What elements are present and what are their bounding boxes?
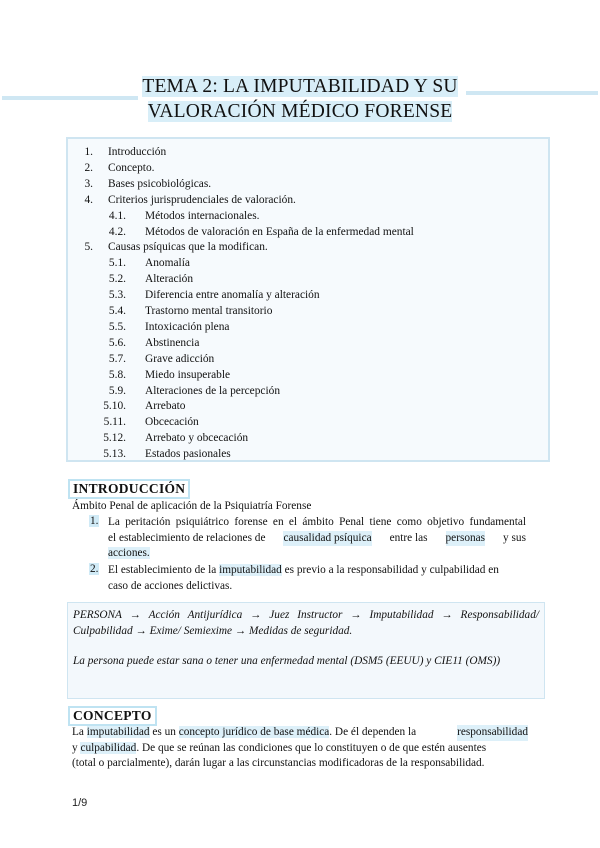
section-heading-introduccion: INTRODUCCIÓN [68, 479, 190, 499]
toc-item-number: 5.13. [103, 448, 126, 461]
document-title [0, 74, 600, 124]
toc-item-number: 5.8. [108, 368, 126, 381]
toc-item-label: Métodos de valoración en España de la enfermedad mental [145, 225, 414, 238]
intro-item-1: La peritación psiquiátrico forense en el ámbito Penal tiene como objetivo fundamental el establecimiento de relaciones de causalidad psíquica entre las personas y sus acciones. [108, 516, 526, 559]
toc-item-number: 5.5. [108, 320, 126, 333]
toc-item-number: 4. [84, 193, 93, 206]
toc-item-label: Grave adicción [145, 352, 215, 365]
toc-item-label: Bases psicobiológicas. [108, 177, 212, 190]
intro-subtitle: Ámbito Penal de aplicación de la Psiquiatría Forense [72, 500, 312, 512]
toc-item-number: 5.4. [108, 305, 126, 317]
toc-item-label: Obcecación [145, 416, 199, 429]
toc-item-label: Métodos internacionales. [145, 209, 260, 222]
toc-item-label: Criterios jurisprudenciales de valoración. [108, 193, 296, 206]
page-number: 1/9 [72, 797, 88, 809]
toc-item-number: 5.9. [108, 384, 126, 397]
toc-item-number: 5. [84, 241, 93, 254]
toc-item-number: 5.7. [108, 352, 126, 365]
toc-item-number: 5.10. [103, 400, 126, 413]
toc-item-label: Diferencia entre anomalía y alteración [145, 289, 320, 302]
toc-item-number: 5.2. [108, 273, 126, 286]
toc-item-label: Concepto. [108, 161, 155, 174]
section-heading-concepto: CONCEPTO [68, 706, 157, 726]
toc-item-number: 4.1. [108, 209, 126, 222]
flow-note-box [67, 602, 545, 699]
toc-item-label: Alteración [145, 273, 194, 286]
toc-item-label: Trastorno mental transitorio [145, 305, 273, 317]
toc-item-label: Alteraciones de la percepción [145, 384, 281, 397]
toc-item-number: 1. [84, 146, 93, 158]
toc-item-number: 2. [84, 161, 93, 174]
table-of-contents [66, 137, 550, 462]
intro-item-2-number: 2. [90, 563, 99, 575]
toc-item-label: Abstinencia [145, 336, 200, 349]
toc-item-label: Estados pasionales [145, 448, 231, 461]
toc-item-label: Intoxicación plena [145, 320, 230, 333]
toc-item-number: 4.2. [108, 225, 126, 238]
title-line-1: TEMA 2: LA IMPUTABILIDAD Y SU [142, 76, 458, 97]
toc-item-label: Arrebato y obcecación [145, 432, 249, 445]
flow-note-health: La persona puede estar sana o tener una enfermedad mental (DSM5 (EEUU) y CIE11 (OMS)) [73, 655, 501, 667]
toc-item-number: 5.1. [108, 257, 126, 270]
toc-item-number: 5.12. [103, 432, 126, 445]
toc-item-label: Anomalía [145, 257, 190, 270]
toc-item-label: Miedo insuperable [145, 368, 231, 381]
toc-item-number: 5.11. [103, 416, 126, 429]
toc-item-label: Introducción [108, 146, 167, 158]
intro-item-1-number: 1. [90, 515, 99, 527]
toc-item-number: 3. [84, 177, 93, 190]
toc-item-label: Arrebato [145, 400, 186, 413]
intro-item-2: El establecimiento de la imputabilidad es previo a la responsabilidad y culpabilidad en caso de acciones delictivas. [108, 564, 499, 592]
toc-item-label: Causas psíquicas que la modifican. [108, 241, 268, 254]
flow-note-chain: PERSONA → Acción Antijurídica → Juez Instructor → Imputabilidad → Responsabilidad/ Culpabilidad → Exime/ Semiexime → Medidas de seguridad. [73, 609, 539, 637]
title-line-2: VALORACIÓN MÉDICO FORENSE [147, 101, 453, 122]
toc-item-number: 5.3. [108, 289, 126, 302]
concepto-paragraph: La imputabilidad es un concepto jurídico de base médica. De él dependen la responsabilidad y culpabilidad. De que se reúnan las condiciones que lo constituyen o de que estén ausentes (total o parcialmente), darán lugar a las circunstancias modificadoras de la responsabilidad. [72, 726, 528, 769]
toc-item-number: 5.6. [108, 336, 126, 349]
